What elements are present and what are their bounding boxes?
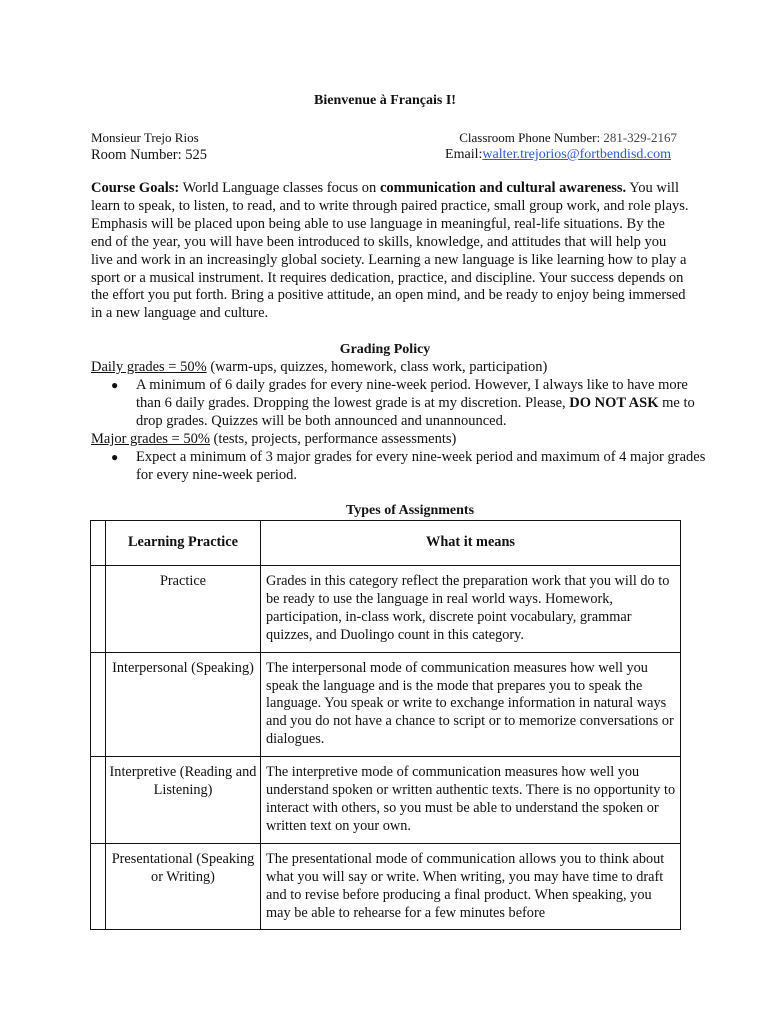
daily-bullet-line-1: A minimum of 6 daily grades for every nine-week period. However, I always like to have more [136,377,688,393]
daily-grades-line [91,359,547,377]
practice-cell: Presentational (Speaking or Writing) [106,843,261,930]
course-goals-text-1: World Language classes focus on [179,180,380,196]
table-header-row [91,521,681,566]
daily-bullet-line-3: drop grades. Quizzes will be both announced and unannounced. [136,412,507,429]
practice-cell: Interpretive (Reading and Listening) [106,757,261,844]
course-goals-paragraph [91,180,689,323]
major-grades-label: Major grades = 50% [91,431,210,447]
meaning-cell: The interpretive mode of communication measures how well you understand spoken or written authentic texts. There is no opportunity to interact with others, so you must be able to understand the spoken or written text on your own. [261,757,681,844]
daily-bullet-line-2: than 6 daily grades. Dropping the lowest grade is at my discretion. Please, DO NOT ASK me to [136,394,695,411]
col-what-it-means: What it means [261,521,681,566]
major-bullet-line-1: Expect a minimum of 3 major grades for every nine-week period and maximum of 4 major grades [136,449,706,465]
major-bullet-line-2: for every nine-week period. [136,466,298,483]
meaning-cell: Grades in this category reflect the preparation work that you will do to be ready to use the language in real world ways. Homework, participation, in-class work, discrete point vocabulary, grammar quizzes, and Duolingo count in this category. [261,566,681,653]
email-line [445,147,671,163]
practice-cell: Practice [106,566,261,653]
assignments-heading: Types of Assignments [345,503,475,518]
table-row [91,566,681,653]
teacher-name: Monsieur Trejo Rios [91,130,199,145]
table-row [91,757,681,844]
course-goals-heading: Course Goals: [91,180,180,196]
course-goals-text-2: You will learn to speak, to listen, to read, and to write through paired practice, small group work, and role plays. Emphasis will be placed upon being able to use language in meaningful, real-life situations. By the end of the year, you will have been introduced to skills, knowledge, and attitudes that will help you live and work in an increasingly global society. Learning a new language is like learning how to play a sport or a musical instrument. It requires dedication, practice, and discipline. Your success depends on the effort you put forth. Bring a positive attitude, an open mind, and be ready to enjoy being immersed in a new language and culture. [91,180,689,322]
do-not-ask-emphasis: DO NOT ASK [569,394,659,411]
daily-grades-desc: (warm-ups, quizzes, homework, class work, participation) [206,359,548,375]
table-row [91,843,681,930]
daily-grades-label: Daily grades = 50% [91,359,207,375]
bullet-icon: ● [111,378,119,392]
page-title: Bienvenue à Français I! [314,93,456,108]
email-link[interactable]: walter.trejorios@fortbendisd.com [482,147,671,162]
col-learning-practice: Learning Practice [106,521,261,566]
major-grades-desc: (tests, projects, performance assessments) [209,431,457,447]
bullet-icon: ● [111,450,119,464]
table-row [91,652,681,757]
meaning-cell: The presentational mode of communication allows you to think about what you will say or write. When writing, you may have time to draft and to revise before producing a final product. When speaking, you may be able to rehearse for a few minutes before [261,843,681,930]
practice-cell: Interpersonal (Speaking) [106,652,261,757]
major-grades-line [91,431,456,449]
grading-policy-heading: Grading Policy [339,342,431,357]
major-grades-bullet [91,449,746,485]
phone-value: 281-329-2167 [603,130,677,145]
meaning-cell: The interpersonal mode of communication measures how well you speak the language and is the mode that prepares you to speak the language. You speak or write to exchange information in natural ways and you do not have a chance to script or to memorize conversations or dialogues. [261,652,681,757]
course-goals-emphasis: communication and cultural awareness. [379,180,627,196]
phone-label: Classroom Phone Number: [459,130,604,145]
phone-line [459,130,677,146]
room-number: Room Number: 525 [91,147,207,163]
email-label: Email: [445,147,483,162]
assignments-table [90,520,681,930]
daily-grades-bullet [91,377,731,431]
